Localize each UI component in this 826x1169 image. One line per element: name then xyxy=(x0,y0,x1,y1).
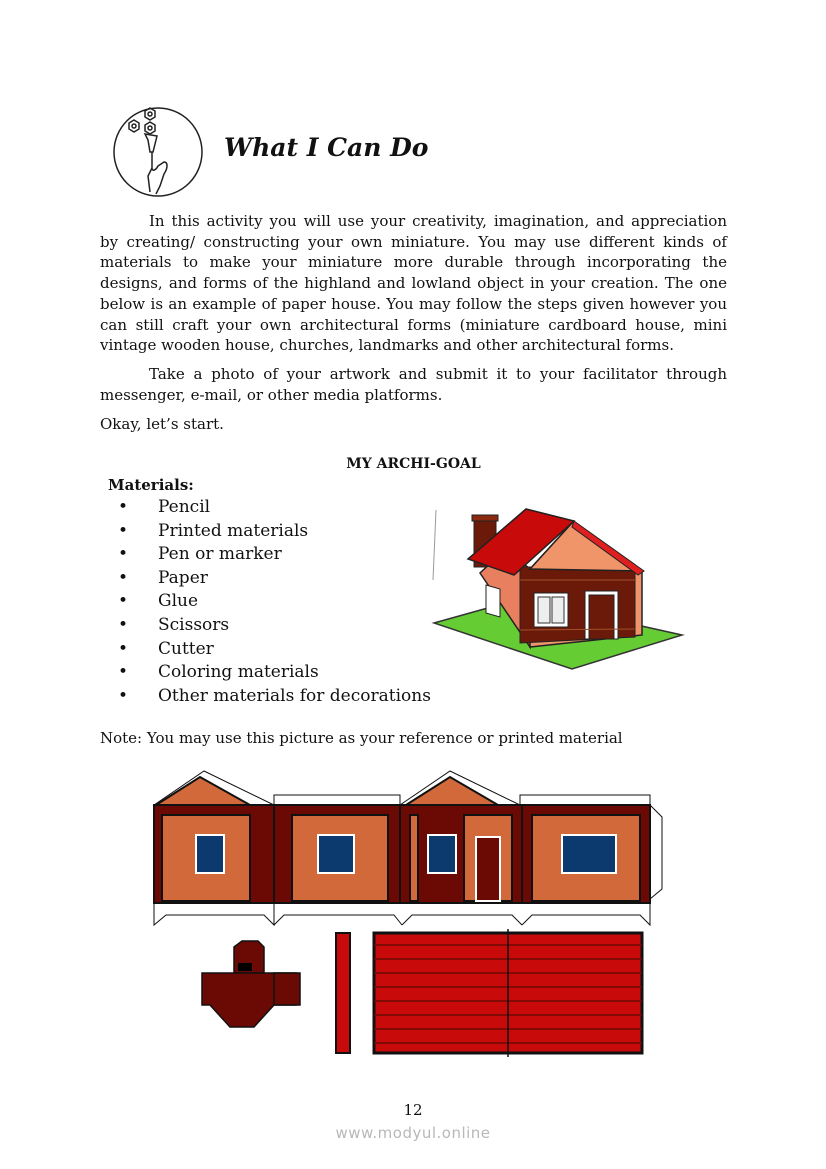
item-label: Pencil xyxy=(158,497,211,517)
bullet-icon: • xyxy=(118,544,129,565)
list-item xyxy=(118,590,431,614)
list-item xyxy=(118,614,431,638)
item-label: Other materials for decorations xyxy=(158,685,431,706)
item-label: Cutter xyxy=(158,638,214,659)
paper-house-template xyxy=(150,765,665,1060)
bullet-icon: • xyxy=(118,614,129,635)
bullet-icon: • xyxy=(118,685,129,706)
intro-paragraph: In this activity you will use your creativity, imagination, and appreciation by creating/ constructing your own miniature. You may use different kinds of materials to make your miniature more durable through incorporating the designs, and forms of the highland and lowland object in your creation. The one below is an example of paper house. You may follow the steps given however you can still craft your own architectural forms (miniature cardboard house, mini vintage wooden house, churches, landmarks and other architectural forms. xyxy=(100,212,727,355)
start-paragraph: Okay, let’s start. xyxy=(100,415,224,433)
item-label: Coloring materials xyxy=(158,662,319,683)
list-item xyxy=(118,543,431,567)
bullet-icon: • xyxy=(118,567,129,588)
materials-label: Materials: xyxy=(108,476,194,494)
item-label: Printed materials xyxy=(158,520,309,541)
list-item xyxy=(118,496,431,520)
section-title: MY ARCHI-GOAL xyxy=(346,456,481,472)
submit-paragraph: Take a photo of your artwork and submit it to your facilitator through messenger, e-mail, or other media platforms. xyxy=(100,365,727,404)
item-label: Pen or marker xyxy=(158,544,282,565)
bullet-icon: • xyxy=(118,520,129,541)
list-item xyxy=(118,520,431,544)
bullet-icon: • xyxy=(118,662,129,683)
note-text: Note: You may use this picture as your reference or printed material xyxy=(100,729,623,747)
list-item xyxy=(118,638,431,662)
list-item xyxy=(118,661,431,685)
house-illustration xyxy=(430,505,686,675)
page-number: 12 xyxy=(403,1101,423,1119)
watermark: www.modyul.online xyxy=(335,1124,491,1142)
page-title: What I Can Do xyxy=(224,133,429,162)
bullet-icon: • xyxy=(118,591,129,612)
item-label: Glue xyxy=(158,591,199,612)
list-item xyxy=(118,567,431,591)
bullet-icon: • xyxy=(118,497,129,517)
item-label: Scissors xyxy=(158,614,230,635)
materials-list xyxy=(118,496,431,708)
wrench-hand-icon xyxy=(112,106,204,198)
list-item xyxy=(118,685,431,709)
bullet-icon: • xyxy=(118,638,129,659)
item-label: Paper xyxy=(158,567,208,588)
